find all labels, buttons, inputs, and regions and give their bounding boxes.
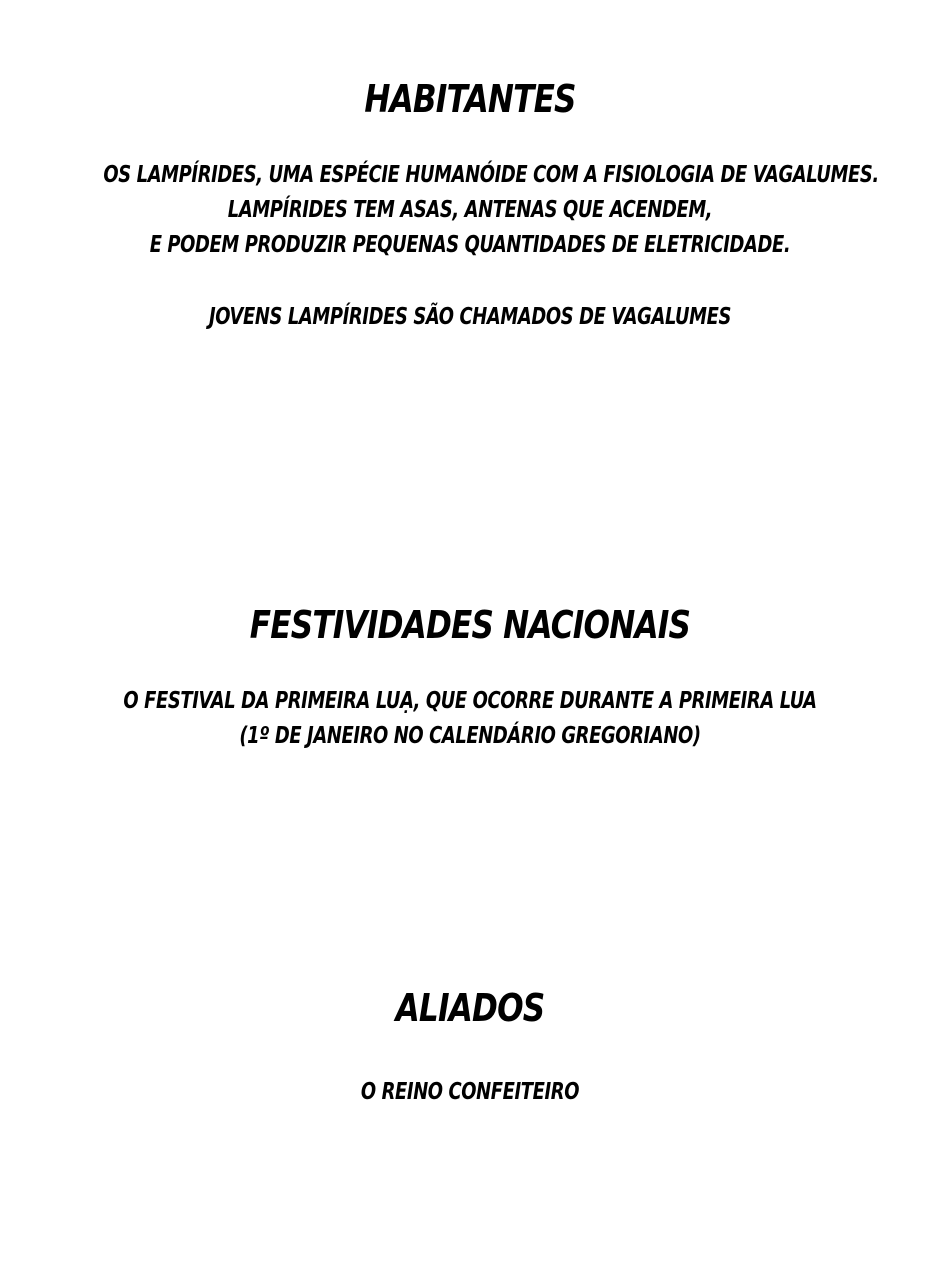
- body-note: JOVENS LAMPÍRIDES SÃO CHAMADOS DE VAGALUMES: [208, 304, 732, 330]
- section-habitantes: [0, 76, 940, 335]
- section-body: [0, 158, 940, 335]
- spacer: [0, 263, 940, 300]
- body-line: LAMPÍRIDES TEM ASAS, ANTENAS QUE ACENDEM,: [227, 197, 713, 223]
- body-line: O REINO CONFEITEIRO: [360, 1079, 580, 1105]
- section-aliados: [0, 985, 940, 1110]
- body-line: OS LAMPÍRIDES, UMA ESPÉCIE HUMANÓIDE COM A FISIOLOGIA DE VAGALUMES.: [103, 162, 879, 188]
- body-line: O FESTIVAL DA PRIMEIRA LUẠ, QUE OCORRE DURANTE A PRIMEIRA LUA: [123, 688, 817, 714]
- section-title: HABITANTES: [364, 77, 576, 121]
- section-festividades: [0, 602, 940, 754]
- body-line: (1º DE JANEIRO NO CALENDÁRIO GREGORIANO): [239, 723, 701, 749]
- section-body: [0, 1075, 940, 1110]
- section-title: FESTIVIDADES NACIONAIS: [249, 603, 691, 647]
- section-title: ALIADOS: [395, 986, 545, 1030]
- body-line: E PODEM PRODUZIR PEQUENAS QUANTIDADES DE ELETRICIDADE.: [149, 232, 791, 258]
- section-body: [0, 684, 940, 754]
